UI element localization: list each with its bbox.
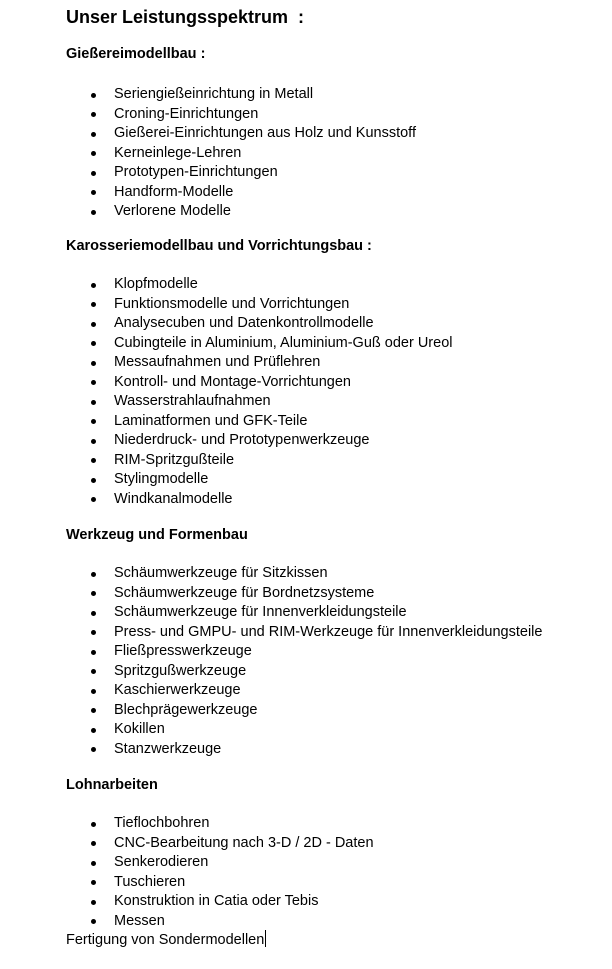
bullet-icon — [91, 689, 96, 694]
section-heading-lohnarbeiten: Lohnarbeiten — [66, 777, 158, 793]
bullet-icon — [91, 132, 96, 137]
bullet-icon — [91, 419, 96, 424]
footer-line-text: Fertigung von Sondermodellen — [66, 932, 265, 948]
bullet-icon — [91, 728, 96, 733]
bullet-icon — [91, 841, 96, 846]
bullet-icon — [91, 112, 96, 117]
bullet-icon — [91, 478, 96, 483]
bullet-icon — [91, 572, 96, 577]
bullet-icon — [91, 322, 96, 327]
bullet-icon — [91, 458, 96, 463]
text-line-sondermodelle[interactable] — [66, 930, 266, 950]
section-heading-karosseriemodellbau: Karosseriemodellbau und Vorrichtungsbau : — [66, 238, 372, 254]
page-title: Unser Leistungsspektrum : — [66, 7, 305, 27]
bullet-icon — [91, 171, 96, 176]
bullet-icon — [91, 497, 96, 502]
bullet-icon — [91, 190, 96, 195]
bullet-icon — [91, 861, 96, 866]
bullet-icon — [91, 151, 96, 156]
bullet-icon — [91, 650, 96, 655]
bullet-icon — [91, 708, 96, 713]
bullet-icon — [91, 93, 96, 98]
bullet-icon — [91, 439, 96, 444]
bullet-icon — [91, 747, 96, 752]
bullet-icon — [91, 669, 96, 674]
bullet-icon — [91, 880, 96, 885]
text-cursor — [265, 930, 266, 947]
section-heading-giessereimodellbau: Gießereimodellbau : — [66, 46, 206, 62]
bullet-icon — [91, 591, 96, 596]
bullet-icon — [91, 611, 96, 616]
document-page: Unser Leistungsspektrum : Gießereimodellbau : Seriengießeinrichtung in Metall Croning-Einrichtungen Gießerei-Einrichtungen aus Holz und Kunsstoff Kerneinlege-Lehren Prototypen-Einrichtungen Handform-Modelle Verlorene Modelle Karosseriemodellbau und Vorrichtungsbau : Klopfmodelle Funktionsmodelle und Vorrichtungen Analysecuben und Datenkontrollmodelle Cubingteile in Aluminium, Aluminium-Guß oder Ureol Messaufnahmen und Prüflehren Kontroll- und Montage-Vorrichtungen Wasserstrahlaufnahmen Laminatformen und GFK-Teile Niederdruck- und Prototypenwerkzeuge RIM-Spritzgußteile Stylingmodelle Windkanalmodelle Werkzeug und Formenbau Schäumwerkzeuge für Sitzkissen Schäumwerkzeuge für Bordnetzsysteme Schäumwerkzeuge für Innenverkleidungsteile Press- und GMPU- und RIM-Werkzeuge für Innenverkleidungsteile Fließpresswerkzeuge Spritzgußwerkzeuge Kaschierwerkzeuge Blechprägewerkzeuge Kokillen Stanzwerkzeuge Lohnarbeiten Tieflochbohren CNC-Bearbeitung nach 3-D / 2D - Daten Senkerodieren Tuschieren Konstruktion in Catia oder Tebis Messen Fertigung von Sondermodellen — [66, 7, 543, 948]
bullet-icon — [91, 341, 96, 346]
bullet-icon — [91, 380, 96, 385]
section-heading-werkzeug-formenbau: Werkzeug und Formenbau — [66, 527, 248, 543]
bullet-icon — [91, 822, 96, 827]
bullet-icon — [91, 210, 96, 215]
bullet-icon — [91, 302, 96, 307]
bullet-icon — [91, 919, 96, 924]
bullet-icon — [91, 900, 96, 905]
bullet-icon — [91, 361, 96, 366]
bullet-icon — [91, 283, 96, 288]
bullet-icon — [91, 400, 96, 405]
bullet-icon — [91, 630, 96, 635]
